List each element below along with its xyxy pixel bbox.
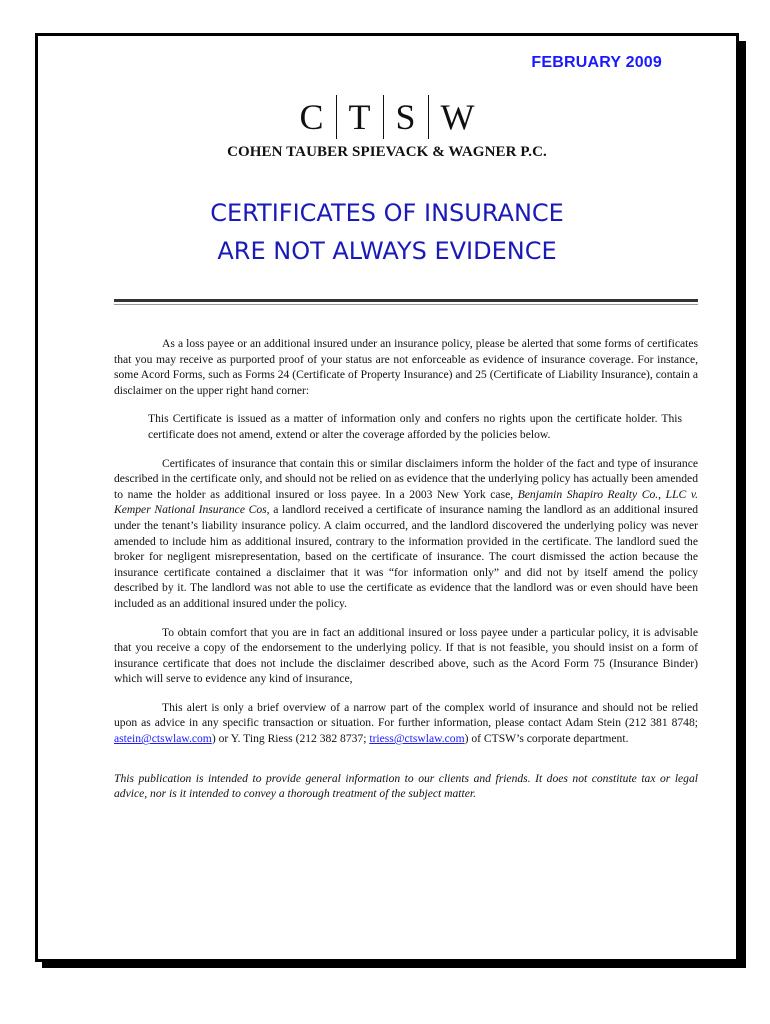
case-text-b: , a landlord received a certificate of insurance naming the landlord as an additional insured under the tenant’s liability insurance policy. A claim occurred, and the landlord discovered the underlying policy was never amended to include him as additional insured, contrary to the information provided in the certificate. The landlord sued the broker for negligent misrepresentation, based on the certificate of insurance. The court dismissed the action because the insurance certificate contained a disclaimer that it was “for information only” and did not by itself amend the policy described by it. The landlord was not able to use the certificate as evidence that the landlord was or even should have been included as an additional insured under the policy.	[114, 503, 699, 610]
case-citation: Benjamin Shapiro Realty Co., LLC v. Kemper National Insurance Cos	[114, 487, 699, 517]
contact-text-b: ) or Y. Ting Riess (212 382 8737;	[211, 732, 370, 746]
email-link-triess[interactable]: triess@ctswlaw.com	[369, 732, 465, 746]
contact-text-a: This alert is only a brief overview of a narrow part of the complex world of insurance and should not be relied upon as advice in any specific transaction or situation. For further information, please contact Adam Stein (212 381 8748;	[114, 700, 698, 730]
email-link-astein[interactable]: astein@ctswlaw.com	[114, 732, 212, 746]
title-divider	[114, 299, 698, 302]
paragraph-intro: As a loss payee or an additional insured under an insurance policy, please be alerted that some forms of certificates that you may receive as purported proof of your status are not enforceable as evidence of insurance coverage. For instance, some Acord Forms, such as Forms 24 (Certificate of Property Insurance) and 25 (Certificate of Liability Insurance), contain a disclaimer on the upper right hand corner:	[114, 337, 698, 397]
firm-logo	[38, 92, 736, 142]
paragraph-advice: To obtain comfort that you are in fact an additional insured or loss payee under a particular policy, it is advisable that you receive a copy of the endorsement to the underlying policy. If that is not feasible, you should insist on a form of insurance certificate that does not include the disclaimer described above, such as the Acord Form 75 (Insurance Binder) which will serve to evidence any kind of insurance,	[114, 625, 698, 686]
contact-text-c: ) of CTSW’s corporate department.	[464, 732, 629, 746]
quoted-disclaimer: This Certificate is issued as a matter of information only and confers no rights upon the certificate holder. This certificate does not amend, extend or alter the coverage afforded by the policies below.	[148, 412, 682, 441]
publication-disclaimer: This publication is intended to provide general information to our clients and friends. It does not constitute tax or legal advice, nor is it intended to convey a thorough treatment of the subject matter.	[114, 771, 698, 801]
article-body	[114, 336, 698, 815]
logo-letter-s: S	[395, 97, 416, 137]
newsletter-date: FEBRUARY 2009	[531, 54, 662, 71]
firm-name: COHEN TAUBER SPIEVACK & WAGNER P.C.	[227, 144, 547, 160]
document-title	[38, 194, 736, 270]
document-page	[35, 33, 739, 962]
title-line-2: ARE NOT ALWAYS EVIDENCE	[217, 237, 557, 265]
logo-letter-c: C	[299, 97, 324, 137]
case-text-a: Certificates of insurance that contain this or similar disclaimers inform the holder of the fact and type of insurance described in the certificate only, and should not be relied on as evidence that the underlying policy has actually been amended to name the holder as additional insured or loss payee. In a 2003 New York case,	[114, 456, 698, 501]
title-line-1: CERTIFICATES OF INSURANCE	[210, 199, 564, 227]
paragraph-contact	[114, 700, 698, 747]
logo-letter-w: W	[440, 97, 475, 137]
logo-letter-t: T	[348, 97, 371, 137]
paragraph-case	[114, 456, 698, 612]
title-divider-thin	[114, 304, 698, 305]
